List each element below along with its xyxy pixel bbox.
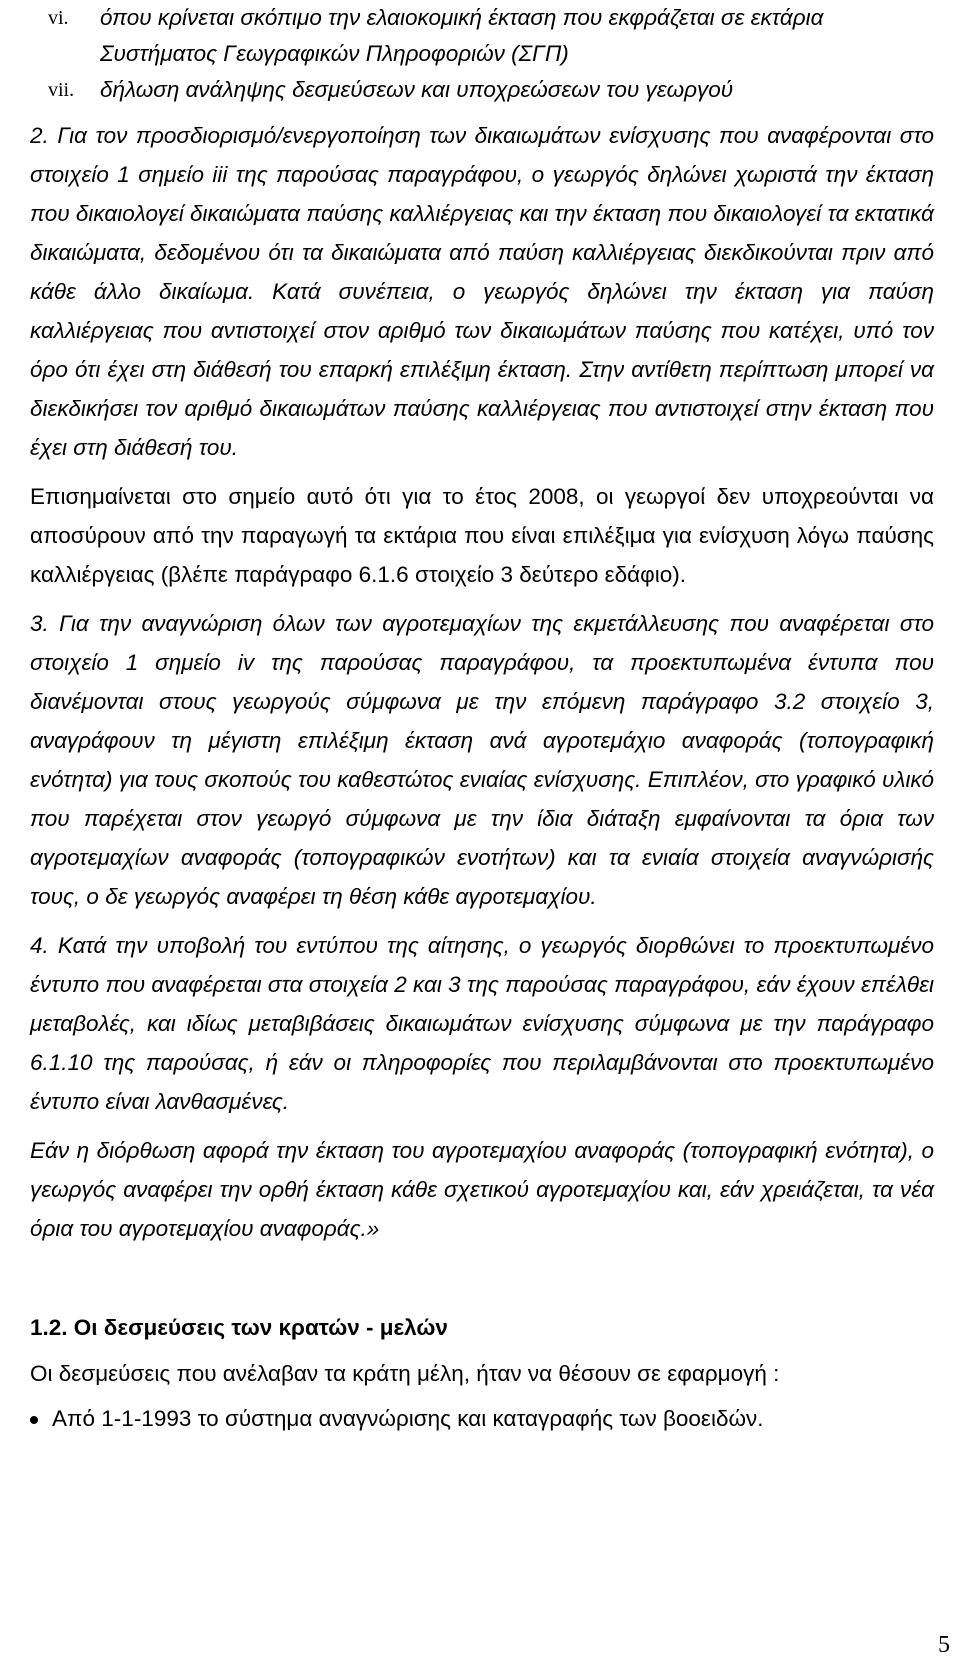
list-number: vii.: [48, 79, 75, 101]
section-intro: Οι δεσμεύσεις που ανέλαβαν τα κράτη μέλη, ήταν να θέσουν σε εφαρμογή :: [30, 1361, 780, 1386]
section-heading: 1.2. Οι δεσμεύσεις των κρατών - μελών: [30, 1315, 448, 1340]
paragraph-5: Εάν η διόρθωση αφορά την έκταση του αγροτεμαχίου αναφοράς (τοπογραφική ενότητα), ο γεωργός αναφέρει την ορθή έκταση κάθε σχετικού αγροτεμαχίου και, εάν χρειάζεται, τα νέα όρια του αγροτεμαχίου αναφοράς.»: [30, 1138, 934, 1241]
list-item: [30, 72, 934, 108]
bullet-item: [30, 1399, 934, 1439]
list-number: vi.: [48, 7, 69, 29]
paragraph-4: 4. Κατά την υποβολή του εντύπου της αίτησης, ο γεωργός διορθώνει το προεκτυπωμένο έντυπο που αναφέρεται στα στοιχεία 2 και 3 της παρούσας παραγράφου, εάν έχουν επέλθει μεταβολές, και ιδίως μεταβιβάσεις δικαιωμάτων ενίσχυσης σύμφωνα με την παράγραφο 6.1.10 της παρούσας, ή εάν οι πληροφορίες που περιλαμβάνονται στο προεκτυπωμένο έντυπο είναι λανθασμένες.: [30, 933, 934, 1114]
document-page: [30, 0, 934, 1439]
page-number: 5: [938, 1632, 950, 1658]
paragraph-3: 3. Για την αναγνώριση όλων των αγροτεμαχίων της εκμετάλλευσης που αναφέρεται στο στοιχείο 1 σημείο iv της παρούσας παραγράφου, τα προεκτυπωμένα έντυπα που διανέμονται στους γεωργούς σύμφωνα με την επόμενη παράγραφο 3.2 στοιχείο 3, αναγράφουν τη μέγιστη επιλέξιμη έκταση ανά αγροτεμάχιο αναφοράς (τοπογραφική ενότητα) για τους σκοπούς του καθεστώτος ενιαίας ενίσχυσης. Επιπλέον, στο γραφικό υλικό που παρέχεται στον γεωργό σύμφωνα με την ίδια διάταξη εμφαίνονται τα όρια των αγροτεμαχίων αναφοράς (τοπογραφικών ενοτήτων) και τα ενιαία στοιχεία αναγνώρισής τους, ο δε γεωργός αναφέρει τη θέση κάθε αγροτεμαχίου.: [30, 611, 934, 909]
list-item: [30, 0, 934, 72]
list-text: όπου κρίνεται σκόπιμο την ελαιοκομική έκταση που εκφράζεται σε εκτάρια Συστήματος Γεωγραφικών Πληροφοριών (ΣΓΠ): [100, 5, 824, 66]
bullet-text: Από 1-1-1993 το σύστημα αναγνώρισης και καταγραφής των βοοειδών.: [52, 1406, 764, 1431]
paragraph-note: Επισημαίνεται στο σημείο αυτό ότι για το έτος 2008, οι γεωργοί δεν υποχρεούνται να αποσύρουν από την παραγωγή τα εκτάρια που είναι επιλέξιμα για ενίσχυση λόγω παύσης καλλιέργειας (βλέπε παράγραφο 6.1.6 στοιχείο 3 δεύτερο εδάφιο).: [30, 484, 934, 587]
bullet-dot: [30, 1416, 38, 1424]
list-text: δήλωση ανάληψης δεσμεύσεων και υποχρεώσεων του γεωργού: [100, 77, 734, 102]
paragraph-2: 2. Για τον προσδιορισμό/ενεργοποίηση των δικαιωμάτων ενίσχυσης που αναφέρονται στο στοιχείο 1 σημείο iii της παρούσας παραγράφου, ο γεωργός δηλώνει χωριστά την έκταση που δικαιολογεί δικαιώματα παύσης καλλιέργειας και την έκταση που δικαιολογεί τα εκτατικά δικαιώματα, δεδομένου ότι τα δικαιώματα από παύση καλλιέργειας διεκδικούνται πριν από κάθε άλλο δικαίωμα. Κατά συνέπεια, ο γεωργός δηλώνει την έκταση για παύση καλλιέργειας που αντιστοιχεί στον αριθμό των δικαιωμάτων παύσης που κατέχει, υπό τον όρο ότι έχει στη διάθεσή του επαρκή επιλέξιμη έκταση. Στην αντίθετη περίπτωση μπορεί να διεκδικήσει τον αριθμό δικαιωμάτων παύσης καλλιέργειας που αντιστοιχεί στην έκταση που έχει στη διάθεσή του.: [30, 123, 934, 460]
